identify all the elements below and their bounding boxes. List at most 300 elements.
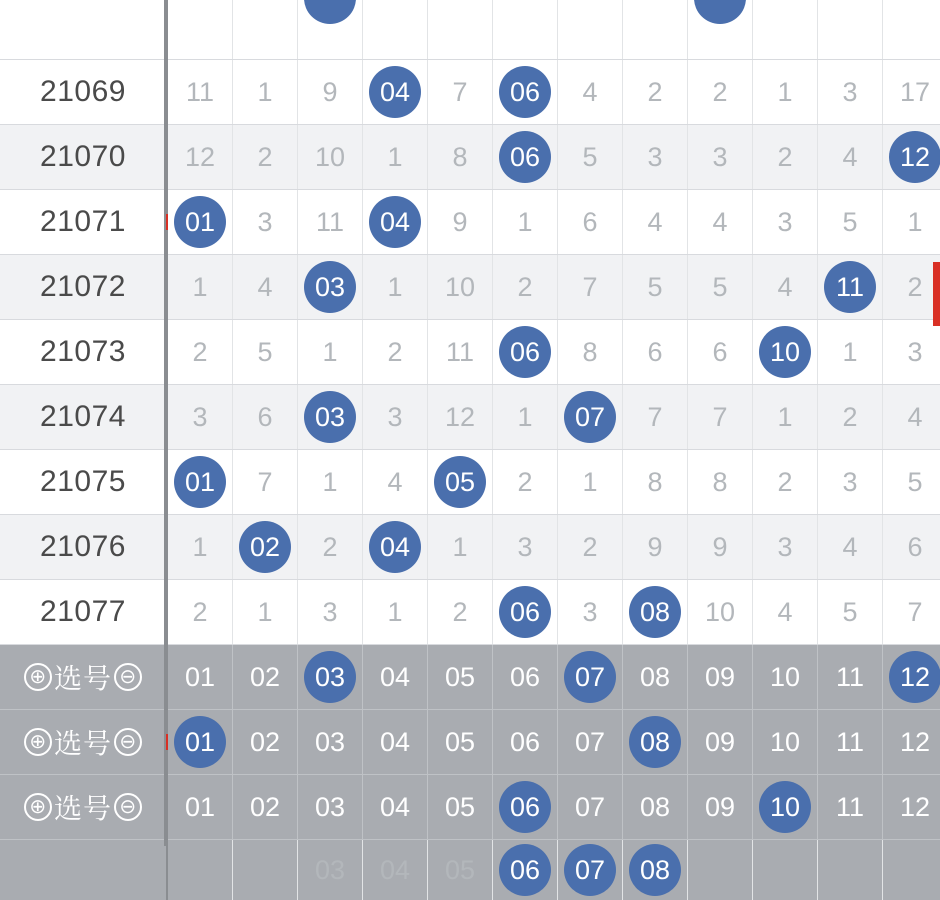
number-value: 2 xyxy=(712,77,727,107)
row-cell-2 xyxy=(233,255,298,320)
picker-row-cell-8[interactable] xyxy=(623,645,688,710)
row-cell-2 xyxy=(233,125,298,190)
number-value: 3 xyxy=(387,402,402,432)
picker-row-cell-4[interactable] xyxy=(363,710,428,775)
picker-row-cell-7[interactable] xyxy=(558,645,623,710)
row-cell-9 xyxy=(688,385,753,450)
issue-number: 21077 xyxy=(0,580,167,645)
issue-number: 21073 xyxy=(0,320,167,385)
picker-row-cell-6[interactable] xyxy=(493,710,558,775)
number-value: 9 xyxy=(647,532,662,562)
number-value: 9 xyxy=(452,207,467,237)
row-cell-9 xyxy=(688,515,753,580)
number-value: 8 xyxy=(647,467,662,497)
row-cell-2 xyxy=(233,60,298,125)
row-cell-4 xyxy=(363,125,428,190)
number-value: 09 xyxy=(705,662,735,692)
picker-row-cell-6[interactable] xyxy=(493,645,558,710)
picker-row-cell-9[interactable] xyxy=(688,645,753,710)
number-value: 4 xyxy=(842,532,857,562)
issue-number: 21069 xyxy=(0,60,167,125)
tail-row-cell-2[interactable] xyxy=(233,840,298,900)
row-cell-1 xyxy=(167,450,233,515)
number-value: 7 xyxy=(582,272,597,302)
picker-row-cell-11[interactable] xyxy=(818,710,883,775)
row-cell-6 xyxy=(493,190,558,255)
row-cell-6 xyxy=(493,515,558,580)
number-value: 02 xyxy=(250,792,280,822)
row-cell-8 xyxy=(623,125,688,190)
row-cell-6 xyxy=(493,580,558,645)
row-cell-9 xyxy=(688,320,753,385)
row-cell-5 xyxy=(428,60,493,125)
remove-row-icon[interactable]: ⊖ xyxy=(114,663,142,691)
row-cell-1 xyxy=(167,320,233,385)
number-value: 17 xyxy=(900,77,930,107)
number-value: 4 xyxy=(777,597,792,627)
issue-number: 21075 xyxy=(0,450,167,515)
selected-number-ball: 01 xyxy=(174,456,226,508)
row-cell-7 xyxy=(558,580,623,645)
number-value: 04 xyxy=(380,727,410,757)
selected-number-ball[interactable]: 07 xyxy=(564,844,616,896)
number-value: 1 xyxy=(192,532,207,562)
picker-label-text: 选号 xyxy=(54,657,112,697)
picker-row-cell-10[interactable] xyxy=(753,645,818,710)
partial-row-cell-10 xyxy=(753,0,818,60)
number-value: 2 xyxy=(322,532,337,562)
number-value: 5 xyxy=(907,467,922,497)
row-cell-4 xyxy=(363,320,428,385)
picker-row-cell-10[interactable] xyxy=(753,775,818,840)
number-value: 6 xyxy=(647,337,662,367)
row-cell-4 xyxy=(363,385,428,450)
number-value: 08 xyxy=(640,662,670,692)
picker-row-cell-12[interactable] xyxy=(883,645,940,710)
number-value: 2 xyxy=(517,467,532,497)
number-value: 5 xyxy=(647,272,662,302)
row-cell-7 xyxy=(558,515,623,580)
row-cell-6 xyxy=(493,450,558,515)
selected-number-ball: 10 xyxy=(759,326,811,378)
selected-number-ball: 12 xyxy=(889,131,940,183)
number-value: 09 xyxy=(705,727,735,757)
selected-number-ball: 02 xyxy=(239,521,291,573)
add-row-icon[interactable]: ⊕ xyxy=(24,728,52,756)
table-row xyxy=(0,515,940,580)
row-cell-6 xyxy=(493,60,558,125)
table-row xyxy=(0,450,940,515)
number-value: 1 xyxy=(452,532,467,562)
row-cell-8 xyxy=(623,190,688,255)
picker-row-cell-11[interactable] xyxy=(818,645,883,710)
number-value: 7 xyxy=(647,402,662,432)
row-cell-5 xyxy=(428,125,493,190)
partial-row-cell-6 xyxy=(493,0,558,60)
row-cell-7 xyxy=(558,385,623,450)
row-cell-1 xyxy=(167,125,233,190)
row-cell-6 xyxy=(493,255,558,320)
row-cell-1 xyxy=(167,580,233,645)
picker-row-cell-2[interactable] xyxy=(233,775,298,840)
number-value: 8 xyxy=(452,142,467,172)
selected-number-ball: 06 xyxy=(499,326,551,378)
row-cell-12 xyxy=(883,385,940,450)
row-cell-6 xyxy=(493,385,558,450)
table-row xyxy=(0,190,940,255)
number-value: 1 xyxy=(387,597,402,627)
number-value: 1 xyxy=(842,337,857,367)
number-value: 05 xyxy=(445,855,475,885)
row-cell-11 xyxy=(818,515,883,580)
number-value: 4 xyxy=(257,272,272,302)
number-value: 03 xyxy=(315,855,345,885)
row-cell-12 xyxy=(883,190,940,255)
picker-row-cell-9[interactable] xyxy=(688,710,753,775)
selected-number-ball: 03 xyxy=(304,261,356,313)
number-value: 7 xyxy=(907,597,922,627)
number-value: 4 xyxy=(777,272,792,302)
number-value: 1 xyxy=(907,207,922,237)
picker-row-cell-3[interactable] xyxy=(298,645,363,710)
number-value: 4 xyxy=(907,402,922,432)
number-value: 2 xyxy=(777,142,792,172)
number-value: 7 xyxy=(257,467,272,497)
picker-row-cell-4[interactable] xyxy=(363,645,428,710)
selected-number-ball: 04 xyxy=(369,66,421,118)
table-row xyxy=(0,320,940,385)
row-cell-9 xyxy=(688,60,753,125)
number-value: 1 xyxy=(517,207,532,237)
selected-number-ball: 07 xyxy=(564,391,616,443)
row-cell-9 xyxy=(688,125,753,190)
number-value: 7 xyxy=(712,402,727,432)
row-cell-4 xyxy=(363,190,428,255)
selected-number-ball: 03 xyxy=(304,391,356,443)
picker-row-cell-1[interactable] xyxy=(167,645,233,710)
number-picker-row[interactable] xyxy=(0,775,940,840)
number-value: 06 xyxy=(510,662,540,692)
picker-row-cell-8[interactable] xyxy=(623,775,688,840)
partial-row-cell-12 xyxy=(883,0,940,60)
number-value: 3 xyxy=(842,77,857,107)
number-value: 11 xyxy=(316,207,344,237)
number-value: 3 xyxy=(582,597,597,627)
number-value: 1 xyxy=(387,272,402,302)
scroll-position-indicator[interactable] xyxy=(933,262,940,326)
number-value: 4 xyxy=(387,467,402,497)
number-value: 1 xyxy=(257,597,272,627)
row-cell-3 xyxy=(298,450,363,515)
number-picker-row-partial[interactable] xyxy=(0,840,940,900)
number-value: 10 xyxy=(770,662,800,692)
partial-row-cell-7 xyxy=(558,0,623,60)
picker-row-cell-7[interactable] xyxy=(558,775,623,840)
row-cell-8 xyxy=(623,255,688,320)
add-row-icon[interactable]: ⊕ xyxy=(24,663,52,691)
number-value: 04 xyxy=(380,662,410,692)
number-value: 02 xyxy=(250,727,280,757)
number-value: 05 xyxy=(445,727,475,757)
selected-number-ball[interactable]: 10 xyxy=(759,781,811,833)
row-cell-1 xyxy=(167,190,233,255)
row-cell-5 xyxy=(428,450,493,515)
row-cell-8 xyxy=(623,385,688,450)
number-value: 3 xyxy=(322,597,337,627)
number-value: 05 xyxy=(445,792,475,822)
row-cell-11 xyxy=(818,320,883,385)
number-value: 01 xyxy=(185,792,215,822)
number-value: 07 xyxy=(575,792,605,822)
selected-number-ball[interactable]: 12 xyxy=(889,651,940,703)
number-value: 3 xyxy=(192,402,207,432)
row-cell-5 xyxy=(428,385,493,450)
selected-number-ball xyxy=(304,0,356,24)
tail-row-cell-10[interactable] xyxy=(753,840,818,900)
number-value: 02 xyxy=(250,662,280,692)
number-value: 1 xyxy=(582,467,597,497)
tail-row-cell-7[interactable] xyxy=(558,840,623,900)
selected-number-ball: 06 xyxy=(499,131,551,183)
row-cell-1 xyxy=(167,515,233,580)
number-value: 3 xyxy=(647,142,662,172)
picker-row-cell-9[interactable] xyxy=(688,775,753,840)
partial-row-cell-1 xyxy=(167,0,233,60)
row-cell-3 xyxy=(298,190,363,255)
number-value: 2 xyxy=(842,402,857,432)
number-value: 6 xyxy=(712,337,727,367)
row-cell-11 xyxy=(818,450,883,515)
tail-row-cell-11[interactable] xyxy=(818,840,883,900)
picker-row-cell-1[interactable] xyxy=(167,710,233,775)
number-value: 1 xyxy=(387,142,402,172)
number-value: 2 xyxy=(647,77,662,107)
number-value: 5 xyxy=(842,207,857,237)
number-value: 03 xyxy=(315,727,345,757)
picker-row-cell-1[interactable] xyxy=(167,775,233,840)
row-cell-3 xyxy=(298,580,363,645)
number-value: 3 xyxy=(842,467,857,497)
row-cell-12 xyxy=(883,60,940,125)
number-value: 2 xyxy=(907,272,922,302)
tail-row-cell-1[interactable] xyxy=(167,840,233,900)
row-cell-7 xyxy=(558,450,623,515)
tail-row-cell-3[interactable] xyxy=(298,840,363,900)
selected-number-ball[interactable]: 01 xyxy=(174,716,226,768)
number-picker-row[interactable] xyxy=(0,710,940,775)
selected-number-ball[interactable]: 07 xyxy=(564,651,616,703)
number-value: 10 xyxy=(445,272,475,302)
tail-row-cell-8[interactable] xyxy=(623,840,688,900)
row-cell-9 xyxy=(688,580,753,645)
number-value: 9 xyxy=(712,532,727,562)
tail-row-cell-6[interactable] xyxy=(493,840,558,900)
number-value: 4 xyxy=(842,142,857,172)
tail-row-cell-4[interactable] xyxy=(363,840,428,900)
number-value: 1 xyxy=(777,77,792,107)
number-value: 2 xyxy=(452,597,467,627)
picker-row-cell-2[interactable] xyxy=(233,710,298,775)
number-value: 3 xyxy=(517,532,532,562)
picker-label-group xyxy=(24,787,142,827)
picker-controls[interactable] xyxy=(0,775,167,840)
number-value: 09 xyxy=(705,792,735,822)
table-row xyxy=(0,255,940,320)
row-cell-3 xyxy=(298,385,363,450)
picker-row-cell-3[interactable] xyxy=(298,775,363,840)
number-value: 1 xyxy=(322,467,337,497)
number-value: 12 xyxy=(185,142,215,172)
number-value: 10 xyxy=(315,142,345,172)
row-cell-3 xyxy=(298,255,363,320)
row-cell-10 xyxy=(753,515,818,580)
number-value: 2 xyxy=(582,532,597,562)
number-value: 5 xyxy=(582,142,597,172)
partial-row-cell-3 xyxy=(298,0,363,60)
row-cell-11 xyxy=(818,580,883,645)
selected-number-ball[interactable]: 08 xyxy=(629,844,681,896)
number-picker-row[interactable] xyxy=(0,645,940,710)
number-value: 1 xyxy=(777,402,792,432)
table-row xyxy=(0,385,940,450)
picker-row-cell-5[interactable] xyxy=(428,775,493,840)
row-cell-3 xyxy=(298,515,363,580)
picker-row-cell-4[interactable] xyxy=(363,775,428,840)
issue-number xyxy=(0,0,167,60)
number-value: 11 xyxy=(836,727,864,757)
picker-row-cell-8[interactable] xyxy=(623,710,688,775)
selected-number-ball: 11 xyxy=(824,261,876,313)
remove-row-icon[interactable]: ⊖ xyxy=(114,793,142,821)
selected-number-ball: 05 xyxy=(434,456,486,508)
tail-row-cell-5[interactable] xyxy=(428,840,493,900)
row-cell-9 xyxy=(688,255,753,320)
picker-label-group xyxy=(24,722,142,762)
row-cell-10 xyxy=(753,255,818,320)
number-value: 3 xyxy=(777,532,792,562)
number-value: 12 xyxy=(900,727,930,757)
number-value: 8 xyxy=(582,337,597,367)
selected-number-ball[interactable]: 08 xyxy=(629,716,681,768)
row-cell-12 xyxy=(883,125,940,190)
picker-row-cell-6[interactable] xyxy=(493,775,558,840)
row-cell-10 xyxy=(753,190,818,255)
number-value: 2 xyxy=(387,337,402,367)
picker-row-cell-3[interactable] xyxy=(298,710,363,775)
row-cell-12 xyxy=(883,580,940,645)
number-value: 2 xyxy=(257,142,272,172)
row-cell-10 xyxy=(753,60,818,125)
number-value: 3 xyxy=(777,207,792,237)
number-value: 01 xyxy=(185,662,215,692)
number-value: 11 xyxy=(836,792,864,822)
selected-number-ball: 01 xyxy=(174,196,226,248)
picker-controls[interactable] xyxy=(0,710,167,775)
add-row-icon[interactable]: ⊕ xyxy=(24,793,52,821)
number-value: 08 xyxy=(640,792,670,822)
row-cell-8 xyxy=(623,320,688,385)
picker-label-text: 选号 xyxy=(54,722,112,762)
number-value: 7 xyxy=(452,77,467,107)
issue-number: 21070 xyxy=(0,125,167,190)
row-cell-8 xyxy=(623,515,688,580)
table-row xyxy=(0,125,940,190)
picker-controls[interactable] xyxy=(0,840,167,900)
selected-number-ball xyxy=(694,0,746,24)
picker-row-cell-5[interactable] xyxy=(428,645,493,710)
picker-row-cell-12[interactable] xyxy=(883,710,940,775)
picker-label-text: 选号 xyxy=(54,787,112,827)
number-value: 6 xyxy=(907,532,922,562)
picker-row-cell-11[interactable] xyxy=(818,775,883,840)
picker-row-cell-10[interactable] xyxy=(753,710,818,775)
partial-row-cell-9 xyxy=(688,0,753,60)
row-cell-7 xyxy=(558,320,623,385)
row-cell-5 xyxy=(428,320,493,385)
number-value: 5 xyxy=(842,597,857,627)
number-value: 11 xyxy=(186,77,214,107)
picker-row-cell-7[interactable] xyxy=(558,710,623,775)
picker-label-group xyxy=(24,657,142,697)
picker-row-cell-12[interactable] xyxy=(883,775,940,840)
row-cell-5 xyxy=(428,190,493,255)
selected-number-ball: 04 xyxy=(369,196,421,248)
table-row xyxy=(0,580,940,645)
row-cell-4 xyxy=(363,60,428,125)
row-cell-2 xyxy=(233,515,298,580)
partial-row-cell-11 xyxy=(818,0,883,60)
row-cell-10 xyxy=(753,125,818,190)
picker-controls[interactable] xyxy=(0,645,167,710)
row-cell-12 xyxy=(883,320,940,385)
row-cell-11 xyxy=(818,60,883,125)
row-cell-8 xyxy=(623,580,688,645)
row-cell-12 xyxy=(883,450,940,515)
row-cell-6 xyxy=(493,320,558,385)
row-cell-3 xyxy=(298,60,363,125)
tail-row-cell-12[interactable] xyxy=(883,840,940,900)
number-value: 2 xyxy=(192,337,207,367)
row-cell-9 xyxy=(688,190,753,255)
selected-number-ball[interactable]: 06 xyxy=(499,781,551,833)
number-value: 3 xyxy=(712,142,727,172)
number-value: 06 xyxy=(510,727,540,757)
row-cell-10 xyxy=(753,320,818,385)
picker-row-cell-2[interactable] xyxy=(233,645,298,710)
picker-row-cell-5[interactable] xyxy=(428,710,493,775)
number-value: 11 xyxy=(836,662,864,692)
partial-row-cell-5 xyxy=(428,0,493,60)
number-value: 4 xyxy=(712,207,727,237)
number-value: 1 xyxy=(257,77,272,107)
row-cell-12 xyxy=(883,515,940,580)
row-cell-5 xyxy=(428,515,493,580)
selected-number-ball[interactable]: 03 xyxy=(304,651,356,703)
number-value: 10 xyxy=(770,727,800,757)
row-cell-7 xyxy=(558,60,623,125)
partial-row-cell-4 xyxy=(363,0,428,60)
number-value: 3 xyxy=(907,337,922,367)
row-cell-9 xyxy=(688,450,753,515)
selected-number-ball[interactable]: 06 xyxy=(499,844,551,896)
number-value: 04 xyxy=(380,792,410,822)
tail-row-cell-9[interactable] xyxy=(688,840,753,900)
number-value: 1 xyxy=(322,337,337,367)
number-value: 5 xyxy=(712,272,727,302)
row-cell-7 xyxy=(558,125,623,190)
row-cell-1 xyxy=(167,255,233,320)
remove-row-icon[interactable]: ⊖ xyxy=(114,728,142,756)
